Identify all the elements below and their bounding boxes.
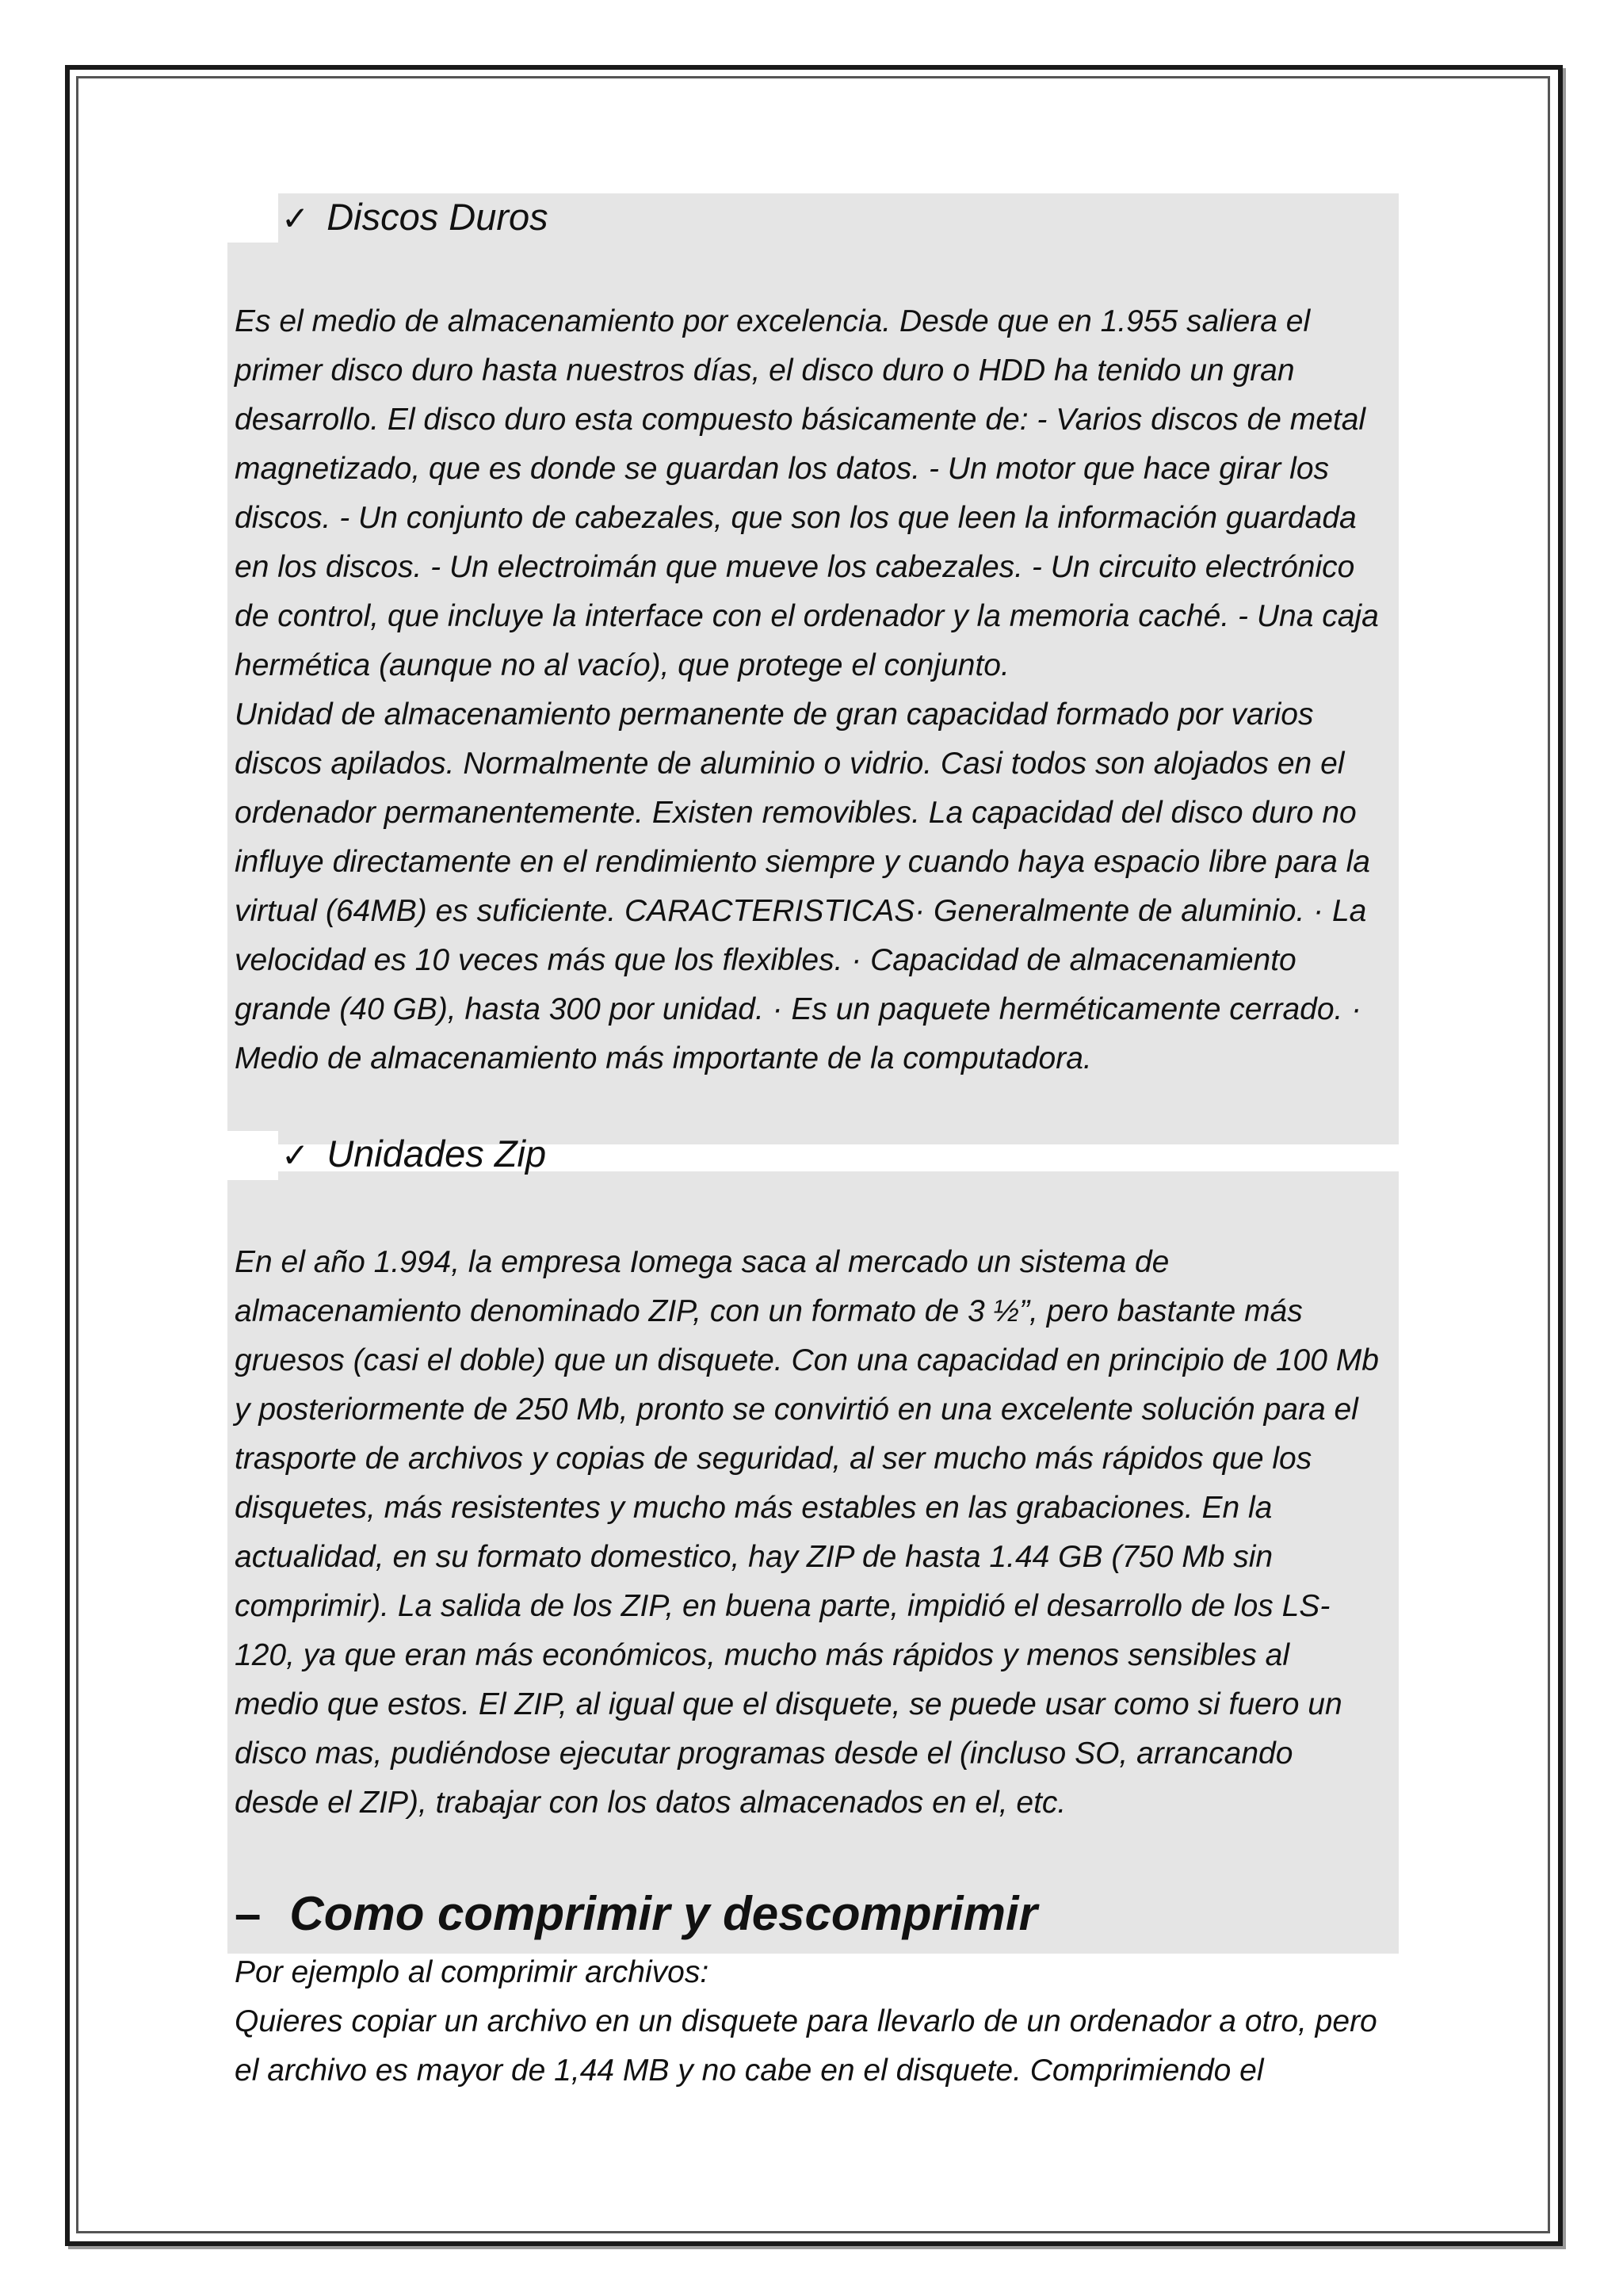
text-line: hermética (aunque no al vacío), que protege el conjunto.: [235, 648, 1010, 682]
text-line: trasporte de archivos y copias de seguridad, al ser mucho más rápidos que los: [235, 1442, 1312, 1476]
heading-notch: [227, 193, 278, 243]
section-title-text: Como comprimir y descomprimir: [289, 1887, 1037, 1940]
heading-text: Unidades Zip: [327, 1133, 547, 1175]
text-line: de control, que incluye la interface con el ordenador y la memoria caché. - Una caja: [235, 599, 1379, 633]
text-line: 120, ya que eran más económicos, mucho más rápidos y menos sensibles al: [235, 1638, 1290, 1672]
text-line: medio que estos. El ZIP, al igual que el disquete, se puede usar como si fuero un: [235, 1687, 1342, 1721]
text-line: discos. - Un conjunto de cabezales, que son los que leen la información guardada: [235, 501, 1357, 535]
text-line: Es el medio de almacenamiento por excelencia. Desde que en 1.955 saliera el: [235, 304, 1311, 338]
text-line: influye directamente en el rendimiento siempre y cuando haya espacio libre para la: [235, 845, 1370, 879]
text-line: primer disco duro hasta nuestros días, el disco duro o HDD ha tenido un gran: [235, 353, 1295, 388]
dash-bullet: –: [235, 1887, 262, 1940]
section-title-comprimir: [235, 1886, 1037, 1941]
text-line: magnetizado, que es donde se guardan los datos. - Un motor que hace girar los: [235, 452, 1330, 486]
text-line: Quieres copiar un archivo en un disquete para llevarlo de un ordenador a otro, pero: [235, 2004, 1377, 2038]
text-line: actualidad, en su formato domestico, hay ZIP de hasta 1.44 GB (750 Mb sin: [235, 1540, 1274, 1574]
text-line: Unidad de almacenamiento permanente de gran capacidad formado por varios: [235, 697, 1314, 732]
text-line: ordenador permanentemente. Existen removibles. La capacidad del disco duro no: [235, 796, 1357, 830]
checkmark-icon: ✓: [281, 199, 310, 238]
heading-discos-duros: [281, 195, 548, 239]
heading-text: Discos Duros: [327, 196, 548, 238]
text-line: comprimir). La salida de los ZIP, en buena parte, impidió el desarrollo de los LS-: [235, 1589, 1331, 1623]
text-line: Por ejemplo al comprimir archivos:: [235, 1955, 709, 1989]
text-line: desde el ZIP), trabajar con los datos almacenados en el, etc.: [235, 1786, 1067, 1820]
text-line: el archivo es mayor de 1,44 MB y no cabe en el disquete. Comprimiendo el: [235, 2053, 1264, 2088]
text-line: grande (40 GB), hasta 300 por unidad. · Es un paquete herméticamente cerrado. ·: [235, 992, 1362, 1026]
paragraph-unidades-zip: [235, 1238, 1400, 1828]
text-line: gruesos (casi el doble) que un disquete. Con una capacidad en principio de 100 Mb: [235, 1343, 1379, 1377]
text-line: disquetes, más resistentes y mucho más estables en las grabaciones. En la: [235, 1491, 1273, 1525]
text-line: En el año 1.994, la empresa Iomega saca al mercado un sistema de: [235, 1245, 1170, 1279]
text-line: disco mas, pudiéndose ejecutar programas desde el (incluso SO, arrancando: [235, 1736, 1293, 1771]
text-line: en los discos. - Un electroimán que mueve los cabezales. - Un circuito electrónico: [235, 550, 1355, 584]
paragraph-comprimir: [235, 1948, 1400, 2095]
checkmark-icon: ✓: [281, 1136, 310, 1175]
text-line: y posteriormente de 250 Mb, pronto se convirtió en una excelente solución para el: [235, 1392, 1358, 1427]
paragraph-discos-duros: [235, 297, 1400, 1083]
text-line: virtual (64MB) es suficiente. CARACTERISTICAS· Generalmente de aluminio. · La: [235, 894, 1367, 928]
text-line: velocidad es 10 veces más que los flexibles. · Capacidad de almacenamiento: [235, 943, 1296, 977]
heading-notch: [227, 1131, 278, 1180]
text-line: desarrollo. El disco duro esta compuesto básicamente de: - Varios discos de metal: [235, 403, 1366, 437]
heading-unidades-zip: [281, 1132, 546, 1175]
text-line: Medio de almacenamiento más importante de la computadora.: [235, 1041, 1092, 1075]
text-line: discos apilados. Normalmente de aluminio o vidrio. Casi todos son alojados en el: [235, 747, 1345, 781]
text-line: almacenamiento denominado ZIP, con un formato de 3 ½”, pero bastante más: [235, 1294, 1303, 1328]
